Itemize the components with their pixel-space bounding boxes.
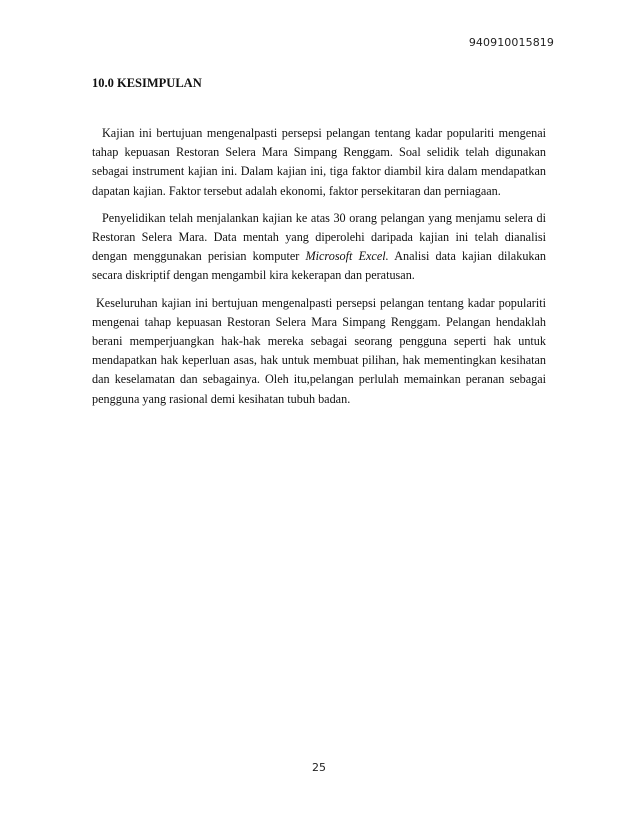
paragraph-2-text-end: Analisi data kajian dilakukan secara diskriptif dengan mengambil kira kekerapan dan peratusan. (92, 249, 547, 283)
document-id: 940910015819 (468, 36, 554, 49)
paragraph-3: Keseluruhan kajian ini bertujuan mengenalpasti persepsi pelangan tentang kadar populariti mengenai tahap kepuasan Restoran Selera Mara Simpang Renggam. Pelangan hendaklah berani memperjuangkan hak-hak mereka sebagai seorang pengguna seperti hak untuk mendapatkan hak keperluan asas, hak untuk membuat pilihan, hak mementingkan kesihatan dan keselamatan dan sebagainya. Oleh itu,pelangan perlulah memainkan peranan sebagai pengguna yang rasional demi kesihatan tubuh badan. (92, 295, 546, 406)
page-number: 25 (312, 761, 326, 774)
body-text (92, 124, 546, 417)
paragraph-1: Kajian ini bertujuan mengenalpasti persepsi pelangan tentang kadar populariti mengenai tahap kepuasan Restoran Selera Mara Simpang Renggam. Soal selidik telah digunakan sebagai instrument kajian ini. Dalam kajian ini, tiga faktor diambil kira dalam mendapatkan dapatan kajian. Faktor tersebut adalah ekonomi, faktor persekitaran dan perniagaan. (92, 126, 546, 198)
paragraph-2-text-start: Penyelidikan telah menjalankan kajian ke atas 30 orang pelangan yang menjamu selera di Restoran Selera Mara. Data mentah yang diperolehi daripada kajian ini telah dianalisi dengan menggunakan perisian komputer (92, 210, 546, 264)
paragraph-2 (92, 209, 546, 286)
section-title: 10.0 KESIMPULAN (92, 76, 202, 90)
software-name: Microsoft Excel. (305, 249, 389, 264)
